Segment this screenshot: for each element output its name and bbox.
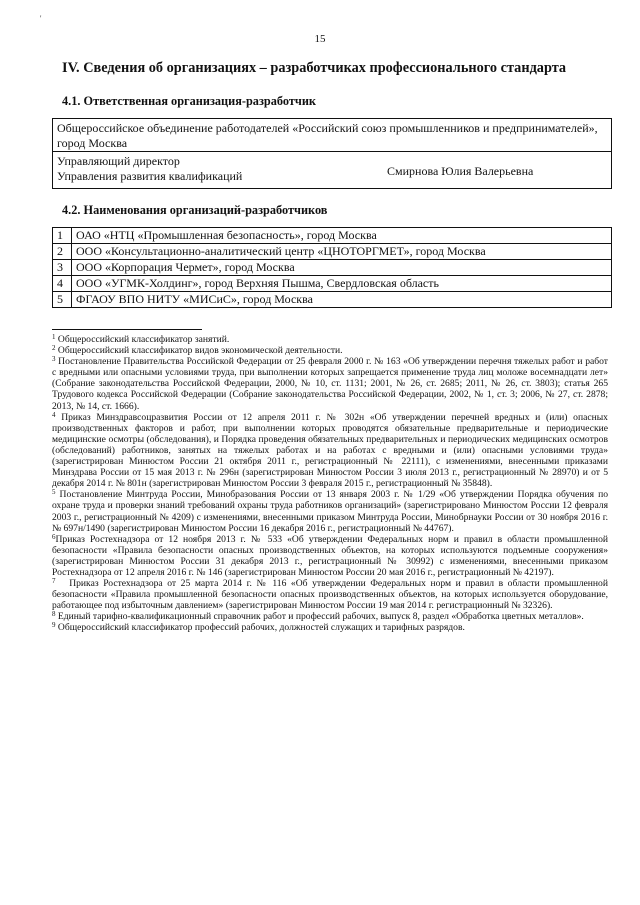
developers-heading: 4.2. Наименования организаций-разработчиков bbox=[62, 203, 328, 217]
responsible-org: Общероссийское объединение работодателей «Российский союз промышленников и предпринимателей», город Москва bbox=[53, 119, 612, 152]
row-number: 1 bbox=[53, 228, 72, 244]
footnote-text: Общероссийский классификатор профессий рабочих, должностей служащих и тарифных разрядов. bbox=[57, 622, 465, 634]
footnote bbox=[52, 412, 608, 490]
org-name: ООО «Корпорация Чермет», город Москва bbox=[72, 260, 612, 276]
footnote bbox=[52, 611, 608, 622]
footnote bbox=[52, 578, 608, 611]
responsible-manager-cell bbox=[53, 152, 612, 189]
footnote-number: 4 bbox=[52, 410, 56, 419]
footnote-number: 8 bbox=[52, 610, 56, 619]
footnote bbox=[52, 356, 608, 411]
footnote-text: Общероссийский классификатор занятий. bbox=[57, 334, 230, 345]
footnote-text: Приказ Ростехнадзора от 25 марта 2014 г. № 116 «Об утверждении Федеральных норм и правил в области промышленной безопасности «Правила промышленной безопасности опасных производственных объектов, на которых используется оборудование, работающее под избыточным давлением» (зарегистрирован Минюстом России 19 мая 2014 г. регистрационный № 32326). bbox=[52, 578, 608, 612]
section-title: IV. Сведения об организациях – разработчиках профессионального стандарта bbox=[62, 60, 567, 76]
footnote-text: Приказ Ростехнадзора от 12 ноября 2013 г. № 533 «Об утверждении Федеральных норм и правил в области промышленной безопасности «Правила безопасности опасных производственных объектов, на которых используются подъемные сооружения» (зарегистрирован Минюстом России 31 декабря 2013 г., регистрационный № 30992) с изменениями, внесенными приказом Ростехнадзора от 12 апреля 2016 г. № 146 (зарегистрирован Минюстом России 20 мая 2016 г., регистрационный № 42197). bbox=[52, 533, 608, 578]
org-name: ФГАОУ ВПО НИТУ «МИСиС», город Москва bbox=[72, 292, 612, 308]
footnote bbox=[52, 622, 608, 633]
table-row bbox=[53, 292, 612, 308]
footnote-text: Единый тарифно-квалификационный справочник работ и профессий рабочих, выпуск 8, раздел «Обработка цветных металлов». bbox=[57, 611, 584, 623]
footnote-number: 1 bbox=[52, 333, 56, 341]
table-row bbox=[53, 276, 612, 292]
table-row bbox=[53, 244, 612, 260]
developers-table bbox=[52, 227, 612, 308]
footnote-text: Общероссийский классификатор видов экономической деятельности. bbox=[57, 345, 343, 357]
responsible-table bbox=[52, 118, 612, 189]
manager-position-line2: Управления развития квалификаций bbox=[57, 169, 243, 183]
org-name: ООО «УГМК-Холдинг», город Верхняя Пышма, Свердловская область bbox=[72, 276, 612, 292]
org-name: ОАО «НТЦ «Промышленная безопасность», город Москва bbox=[72, 228, 612, 244]
row-number: 5 bbox=[53, 292, 72, 308]
manager-position-line1: Управляющий директор bbox=[57, 154, 180, 168]
row-number: 2 bbox=[53, 244, 72, 260]
row-number: 3 bbox=[53, 260, 72, 276]
row-number: 4 bbox=[53, 276, 72, 292]
footnote-number: 9 bbox=[52, 621, 56, 630]
footnote-number: 6 bbox=[52, 532, 56, 541]
page-number: 15 bbox=[314, 33, 326, 45]
table-row bbox=[53, 228, 612, 244]
footnote-number: 3 bbox=[52, 355, 56, 364]
table-row bbox=[53, 260, 612, 276]
footnote bbox=[52, 345, 608, 356]
footnote-number: 2 bbox=[52, 344, 56, 353]
footnote-number: 7 bbox=[52, 577, 56, 586]
footnote-number: 5 bbox=[52, 488, 56, 497]
footnote-text: Приказ Минздравсоцразвития России от 12 апреля 2011 г. № 302н «Об утверждении перечней вредных и (или) опасных производственных факторов и работ, при выполнении которых проводятся обязательные предварительные и периодические медицинские осмотры (обследования), и Порядка проведения обязательных предварительных и периодических медицинских осмотров (обследований) работников, занятых на тяжелых работах и на работах с вредными и (или) опасными условиями труда» (зарегистрирован Минюстом России 21 октября 2011 г., регистрационный № 22111), с изменениями, внесенными приказами Минздрава России от 15 мая 2013 г. № 296н (зарегистрирован Минюстом России 3 июля 2013 г., регистрационный № 28970) и от 5 декабря 2014 г. № 801н (зарегистрирован Минюстом России 3 февраля 2015 г., регистрационный № 35848). bbox=[52, 411, 608, 490]
footnote bbox=[52, 489, 608, 533]
footnote-separator bbox=[52, 329, 202, 330]
manager-name: Смирнова Юлия Валерьевна bbox=[387, 164, 534, 178]
footnote bbox=[52, 534, 608, 578]
footnote bbox=[52, 334, 608, 345]
footnotes bbox=[52, 334, 608, 634]
responsible-heading: 4.1. Ответственная организация-разработчик bbox=[62, 94, 316, 108]
org-name: ООО «Консультационно-аналитический центр «ЦНОТОРГМЕТ», город Москва bbox=[72, 244, 612, 260]
footnote-text: Постановление Минтруда России, Минобразования России от 13 января 2003 г. № 1/29 «Об утверждении Порядка обучения по охране труда и проверки знаний требований охраны труда работников организаций» (зарегистрировано Минюстом России 12 февраля 2003 г., регистрационный № 4209) с изменениями, внесенными приказом Минтруда России, Минобрнауки России от 30 ноября 2016 г. № 697н/1490 (зарегистрирован Минюстом России 16 декабря 2016 г., регистрационный № 44767). bbox=[52, 489, 608, 534]
footnote-text: Постановление Правительства Российской Федерации от 25 февраля 2000 г. № 163 «Об утверждении перечня тяжелых работ и работ с вредными или опасными условиями труда, при выполнении которых запрещается применение труда лиц моложе восемнадцати лет» (Собрание законодательства Российской Федерации, 2000, № 10, ст. 1131; 2001, № 26, ст. 2685; 2011, № 26, ст. 3803); статья 265 Трудового кодекса Российской Федерации (Собрание законодательства Российской Федерации, 2002, № 1, ст. 3; 2006, № 27, ст. 2878; 2013, № 14, ст. 1666). bbox=[52, 356, 608, 412]
corner-mark: ' bbox=[40, 14, 42, 23]
